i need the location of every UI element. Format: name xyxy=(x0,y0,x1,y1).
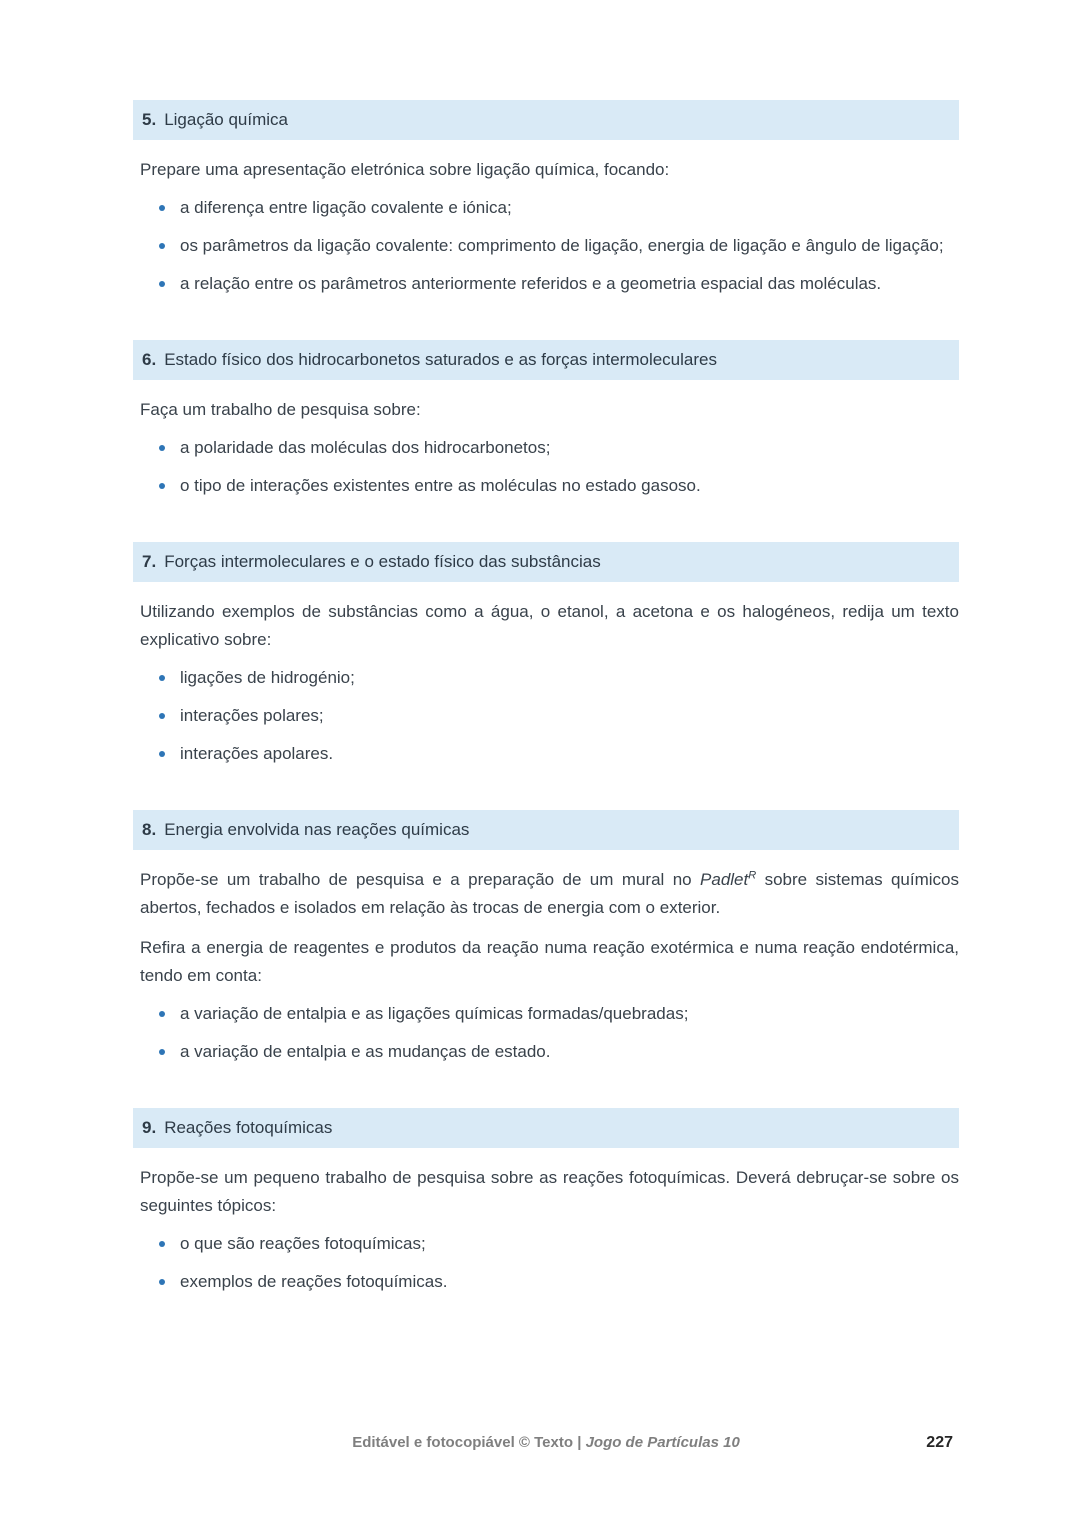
list-item-text: a diferença entre ligação covalente e iónica; xyxy=(180,198,512,217)
bullet-icon xyxy=(159,483,165,489)
section-paragraph-2: Refira a energia de reagentes e produtos da reação numa reação exotérmica e numa reação endotérmica, tendo em conta: xyxy=(140,938,959,985)
section-intro: Propõe-se um pequeno trabalho de pesquisa sobre as reações fotoquímicas. Deverá debruçar-se sobre os seguintes tópicos: xyxy=(140,1168,959,1215)
list-item-text: a polaridade das moléculas dos hidrocarbonetos; xyxy=(180,438,551,457)
bullet-icon xyxy=(159,243,165,249)
list-item xyxy=(133,232,959,260)
section-forcas-intermoleculares xyxy=(133,542,959,768)
bullet-icon xyxy=(159,675,165,681)
section-intro: Utilizando exemplos de substâncias como a água, o etanol, a acetona e os halogéneos, redija um texto explicativo sobre: xyxy=(140,602,959,649)
registered-superscript: R xyxy=(748,869,757,882)
list-item-text: o que são reações fotoquímicas; xyxy=(180,1234,426,1253)
list-item-text: a relação entre os parâmetros anteriormente referidos e a geometria espacial das moléculas. xyxy=(180,274,882,293)
bullet-list xyxy=(133,1230,959,1296)
section-heading-8 xyxy=(133,810,959,850)
bullet-list xyxy=(133,434,959,500)
bullet-icon xyxy=(159,281,165,287)
section-reacoes-fotoquimicas xyxy=(133,1108,959,1296)
bullet-list xyxy=(133,194,959,298)
bullet-icon xyxy=(159,1011,165,1017)
list-item xyxy=(133,702,959,730)
list-item xyxy=(133,740,959,768)
section-heading-5 xyxy=(133,100,959,140)
bullet-icon xyxy=(159,1049,165,1055)
section-heading-7 xyxy=(133,542,959,582)
list-item-text: ligações de hidrogénio; xyxy=(180,668,355,687)
page-number: 227 xyxy=(926,1434,953,1451)
section-title: Ligação química xyxy=(164,110,288,129)
section-paragraph-1 xyxy=(140,866,959,922)
section-number: 8. xyxy=(142,820,157,839)
list-item-text: o tipo de interações existentes entre as moléculas no estado gasoso. xyxy=(180,476,701,495)
bullet-list xyxy=(133,664,959,768)
bullet-icon xyxy=(159,713,165,719)
footer-credit-text: Editável e fotocopiável © Texto | xyxy=(352,1434,586,1451)
bullet-icon xyxy=(159,1279,165,1285)
section-heading-9 xyxy=(133,1108,959,1148)
paragraph-text: sobre sistemas químicos abertos, fechados e isolados em relação às trocas de energia com o exterior. xyxy=(140,870,959,917)
section-number: 7. xyxy=(142,552,157,571)
section-number: 6. xyxy=(142,350,157,369)
page-footer xyxy=(133,1434,959,1451)
section-intro: Faça um trabalho de pesquisa sobre: xyxy=(140,400,421,419)
section-title: Estado físico dos hidrocarbonetos saturados e as forças intermoleculares xyxy=(164,350,717,369)
bullet-icon xyxy=(159,445,165,451)
list-item xyxy=(133,1230,959,1258)
section-heading-6 xyxy=(133,340,959,380)
list-item xyxy=(133,194,959,222)
list-item-text: exemplos de reações fotoquímicas. xyxy=(180,1272,448,1291)
list-item-text: a variação de entalpia e as ligações químicas formadas/quebradas; xyxy=(180,1004,689,1023)
list-item-text: interações polares; xyxy=(180,706,324,725)
bullet-list xyxy=(133,1000,959,1066)
section-ligacao-quimica xyxy=(133,100,959,298)
list-item xyxy=(133,434,959,462)
bullet-icon xyxy=(159,751,165,757)
list-item xyxy=(133,472,959,500)
section-intro: Prepare uma apresentação eletrónica sobre ligação química, focando: xyxy=(140,160,670,179)
bullet-icon xyxy=(159,1241,165,1247)
section-title: Forças intermoleculares e o estado físico das substâncias xyxy=(164,552,601,571)
section-title: Energia envolvida nas reações químicas xyxy=(164,820,470,839)
bullet-icon xyxy=(159,205,165,211)
list-item xyxy=(133,664,959,692)
list-item xyxy=(133,270,959,298)
page-content xyxy=(133,100,959,1296)
padlet-brand-text: Padlet xyxy=(700,870,749,889)
section-number: 5. xyxy=(142,110,157,129)
list-item-text: interações apolares. xyxy=(180,744,334,763)
list-item-text: os parâmetros da ligação covalente: comprimento de ligação, energia de ligação e ângulo de ligação; xyxy=(180,236,944,255)
list-item xyxy=(133,1038,959,1066)
list-item-text: a variação de entalpia e as mudanças de estado. xyxy=(180,1042,551,1061)
list-item xyxy=(133,1000,959,1028)
section-estado-fisico-hidrocarbonetos xyxy=(133,340,959,500)
footer-book-title: Jogo de Partículas 10 xyxy=(585,1434,740,1451)
section-energia-reacoes-quimicas xyxy=(133,810,959,1066)
section-number: 9. xyxy=(142,1118,157,1137)
list-item xyxy=(133,1268,959,1296)
paragraph-text: Propõe-se um trabalho de pesquisa e a preparação de um mural no xyxy=(140,870,701,889)
section-title: Reações fotoquímicas xyxy=(164,1118,333,1137)
